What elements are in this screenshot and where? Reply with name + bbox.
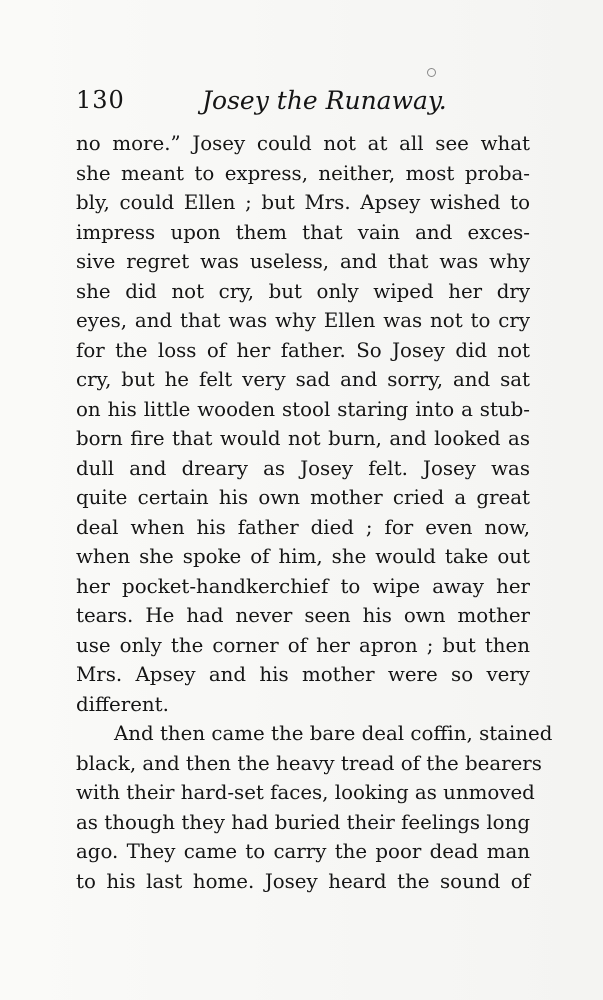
text-line: deal when his father died ; for even now, [76, 515, 530, 539]
text-line: as though they had buried their feelings long [76, 810, 530, 834]
text-line: Mrs. Apsey and his mother were so very [76, 663, 530, 686]
text-line: born fire that would not burn, and looked as [76, 427, 530, 450]
text-line: bly, could Ellen ; but Mrs. Apsey wished to [76, 191, 530, 214]
text-line: she did not cry, but only wiped her dry [76, 279, 530, 303]
text-line: quite certain his own mother cried a great [76, 486, 530, 509]
text-line: use only the corner of her apron ; but then [76, 633, 530, 657]
text-line: sive regret was useless, and that was why [76, 250, 530, 273]
text-line: impress upon them that vain and exces- [76, 220, 530, 244]
running-title: Josey the Runaway. [202, 86, 447, 115]
text-line: to his last home. Josey heard the sound of [76, 869, 530, 893]
text-line: when she spoke of him, she would take out [76, 545, 530, 568]
text-line: on his little wooden stool staring into a stub- [76, 397, 530, 421]
text-line: And then came the bare deal coffin, stained [114, 722, 553, 745]
text-line: black, and then the heavy tread of the bearers [76, 751, 542, 775]
page-header [76, 86, 536, 122]
ink-speck [427, 68, 436, 77]
body-text [76, 129, 553, 896]
text-line: she meant to express, neither, most proba- [76, 161, 530, 185]
text-line: for the loss of her father. So Josey did not [76, 338, 530, 362]
text-line: ago. They came to carry the poor dead man [76, 840, 530, 863]
text-line: no more.” Josey could not at all see what [76, 132, 530, 155]
text-line: eyes, and that was why Ellen was not to cry [76, 309, 530, 332]
text-line: tears. He had never seen his own mother [76, 604, 530, 627]
page-number: 130 [76, 86, 125, 114]
text-line: cry, but he felt very sad and sorry, and sat [76, 368, 530, 391]
text-line: her pocket-handkerchief to wipe away her [76, 574, 530, 598]
text-line: different. [76, 692, 169, 716]
text-line: dull and dreary as Josey felt. Josey was [76, 456, 530, 480]
text-line: with their hard-set faces, looking as unmoved [76, 781, 535, 804]
